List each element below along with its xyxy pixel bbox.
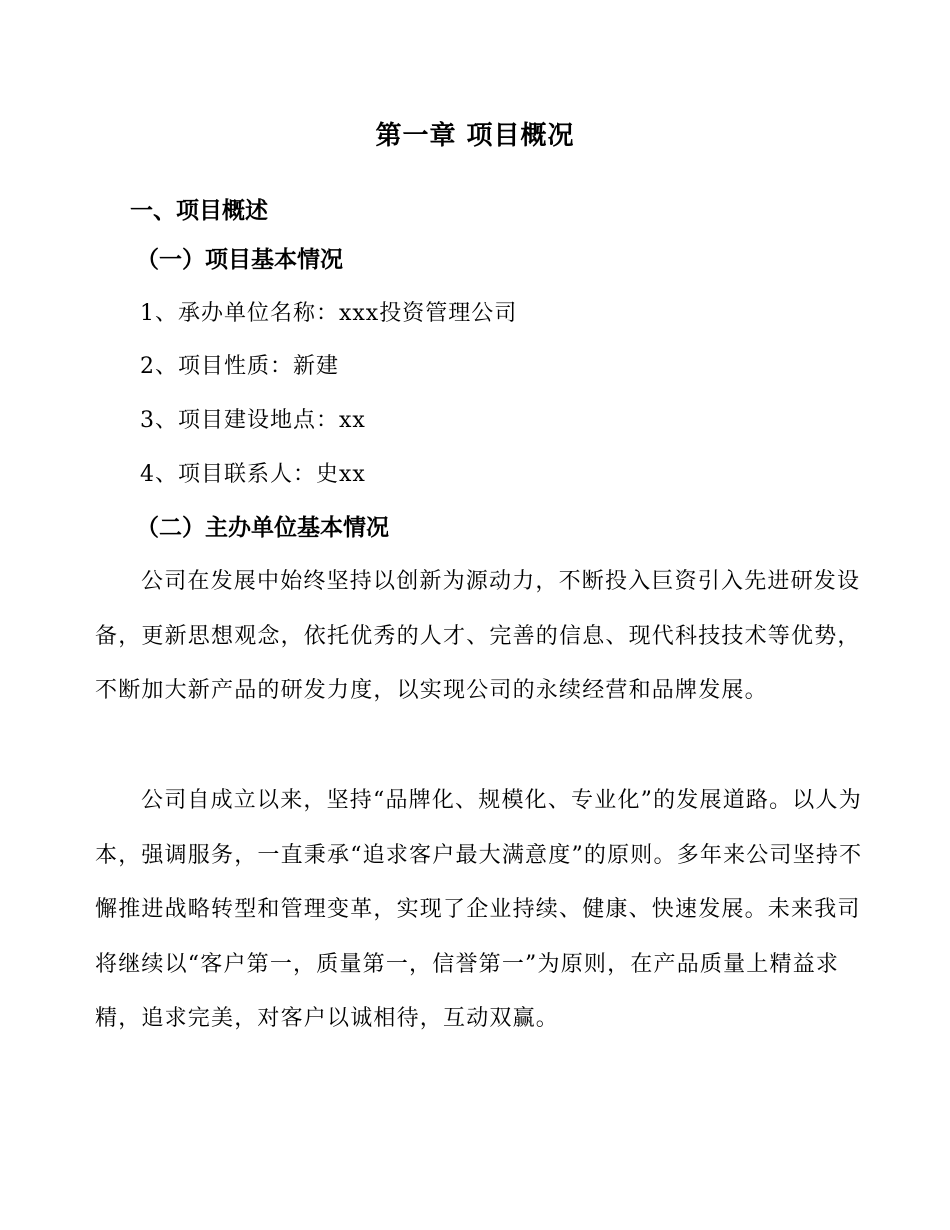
- info-line-project-nature: 2、项目性质：新建: [140, 354, 339, 379]
- info-line-project-contact: 4、项目联系人：史xx: [140, 462, 366, 487]
- subsection-heading-basic-info: （一）项目基本情况: [136, 246, 343, 273]
- paragraph-company-innovation: 公司在发展中始终坚持以创新为源动力，不断投入巨资引入先进研发设备，更新思想观念，依托优秀的人才、完善的信息、现代科技技术等优势，不断加大新产品的研发力度，以实现公司的永续经营和品牌发展。: [95, 569, 861, 703]
- section-heading-project-overview: 一、项目概述: [130, 197, 268, 224]
- paragraph-company-principles: 公司自成立以来，坚持“品牌化、规模化、专业化”的发展道路。以人为本，强调服务，一直秉承“追求客户最大满意度”的原则。多年来公司坚持不懈推进战略转型和管理变革，实现了企业持续、健康、快速发展。未来我司将继续以“客户第一，质量第一，信誉第一”为原则，在产品质量上精益求精，追求完美，对客户以诚相待，互动双赢。: [95, 788, 863, 1031]
- info-line-organizer-name: 1、承办单位名称：xxx投资管理公司: [140, 301, 518, 326]
- info-line-project-location: 3、项目建设地点：xx: [140, 408, 366, 433]
- subsection-heading-host-company: （二）主办单位基本情况: [136, 514, 389, 541]
- chapter-title: 第一章 项目概况: [375, 121, 575, 151]
